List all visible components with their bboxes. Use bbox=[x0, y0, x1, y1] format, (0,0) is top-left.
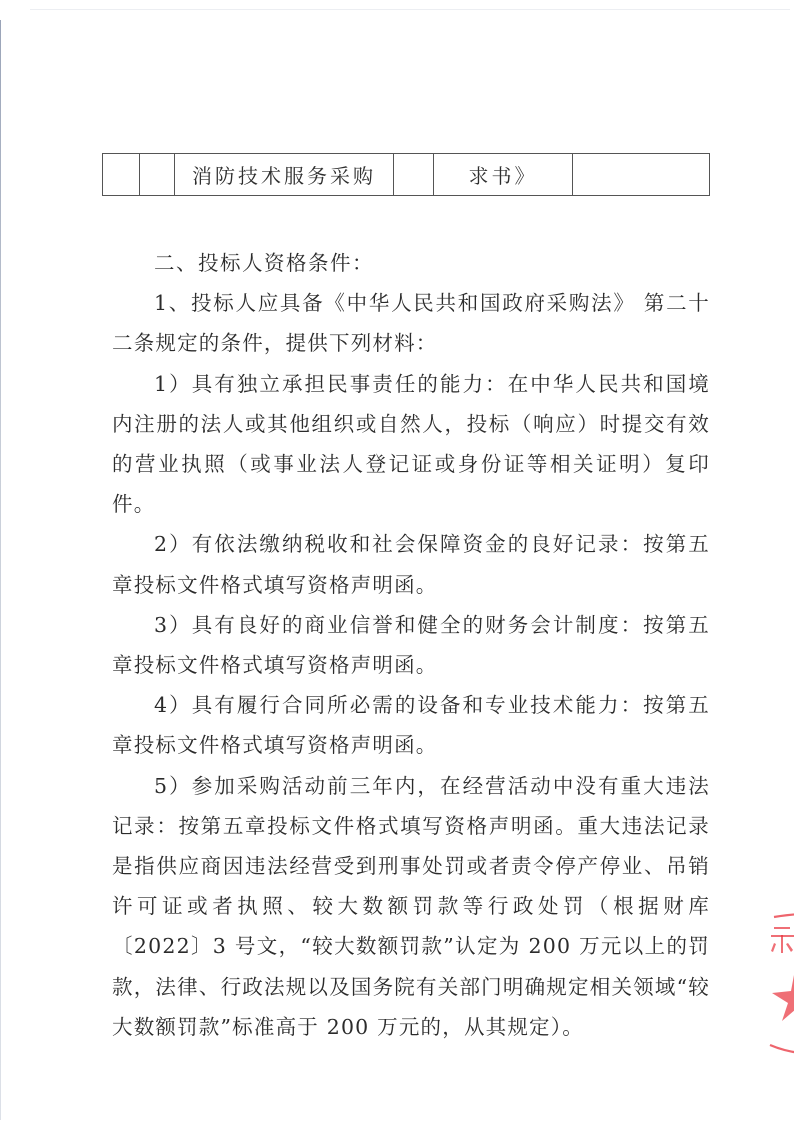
scan-edge-artifact bbox=[0, 20, 1, 1120]
table-cell-6 bbox=[573, 154, 710, 196]
requirement-1-4: 4）具有履行合同所必需的设备和专业技术能力：按第五章投标文件格式填写资格声明函。 bbox=[112, 693, 710, 758]
requirement-1-2: 2）有依法缴纳税收和社会保障资金的良好记录：按第五章投标文件格式填写资格声明函。 bbox=[112, 532, 710, 597]
table-cell-1 bbox=[103, 154, 140, 196]
requirement-1-3: 3）具有良好的商业信誉和健全的财务会计制度：按第五章投标文件格式填写资格声明函。 bbox=[112, 612, 710, 678]
table-cell-project-name: 消防技术服务采购 bbox=[175, 154, 394, 196]
requirement-1-5: 5）参加采购活动前三年内，在经营活动中没有重大违法记录：按第五章投标文件格式填写资格声明函。重大违法记录是指供应商因违法经营受到刑事处罚或者责令停产停业、吊销许可证或者执照、较大数额罚款等行政处罚（根据财库〔2022〕3 号文，“较大数额罚款”认定为 200 万元以上的罚款，法律、行政法规以及国务院有关部门明确规定相关领域“较大数额罚款”标准高于 200 万元的，从其规定）。 bbox=[112, 773, 710, 1039]
document-body bbox=[112, 243, 710, 1047]
requirement-1-1: 1）具有独立承担民事责任的能力：在中华人民共和国境内注册的法人或其他组织或自然人，投标（响应）时提交有效的营业执照（或事业法人登记证或身份证等相关证明）复印件。 bbox=[112, 371, 710, 517]
table-row bbox=[103, 154, 710, 196]
scan-top-artifact bbox=[30, 9, 790, 10]
table-cell-2 bbox=[140, 154, 175, 196]
red-seal-stamp-icon bbox=[760, 895, 794, 1065]
table-cell-4 bbox=[394, 154, 434, 196]
procurement-table-fragment bbox=[102, 153, 710, 196]
section-heading: 二、投标人资格条件： bbox=[154, 251, 374, 275]
table-cell-doc-name: 求书》 bbox=[434, 154, 573, 196]
requirement-1: 1、投标人应具备《中华人民共和国政府采购法》 第二十二条规定的条件，提供下列材料： bbox=[112, 291, 710, 356]
